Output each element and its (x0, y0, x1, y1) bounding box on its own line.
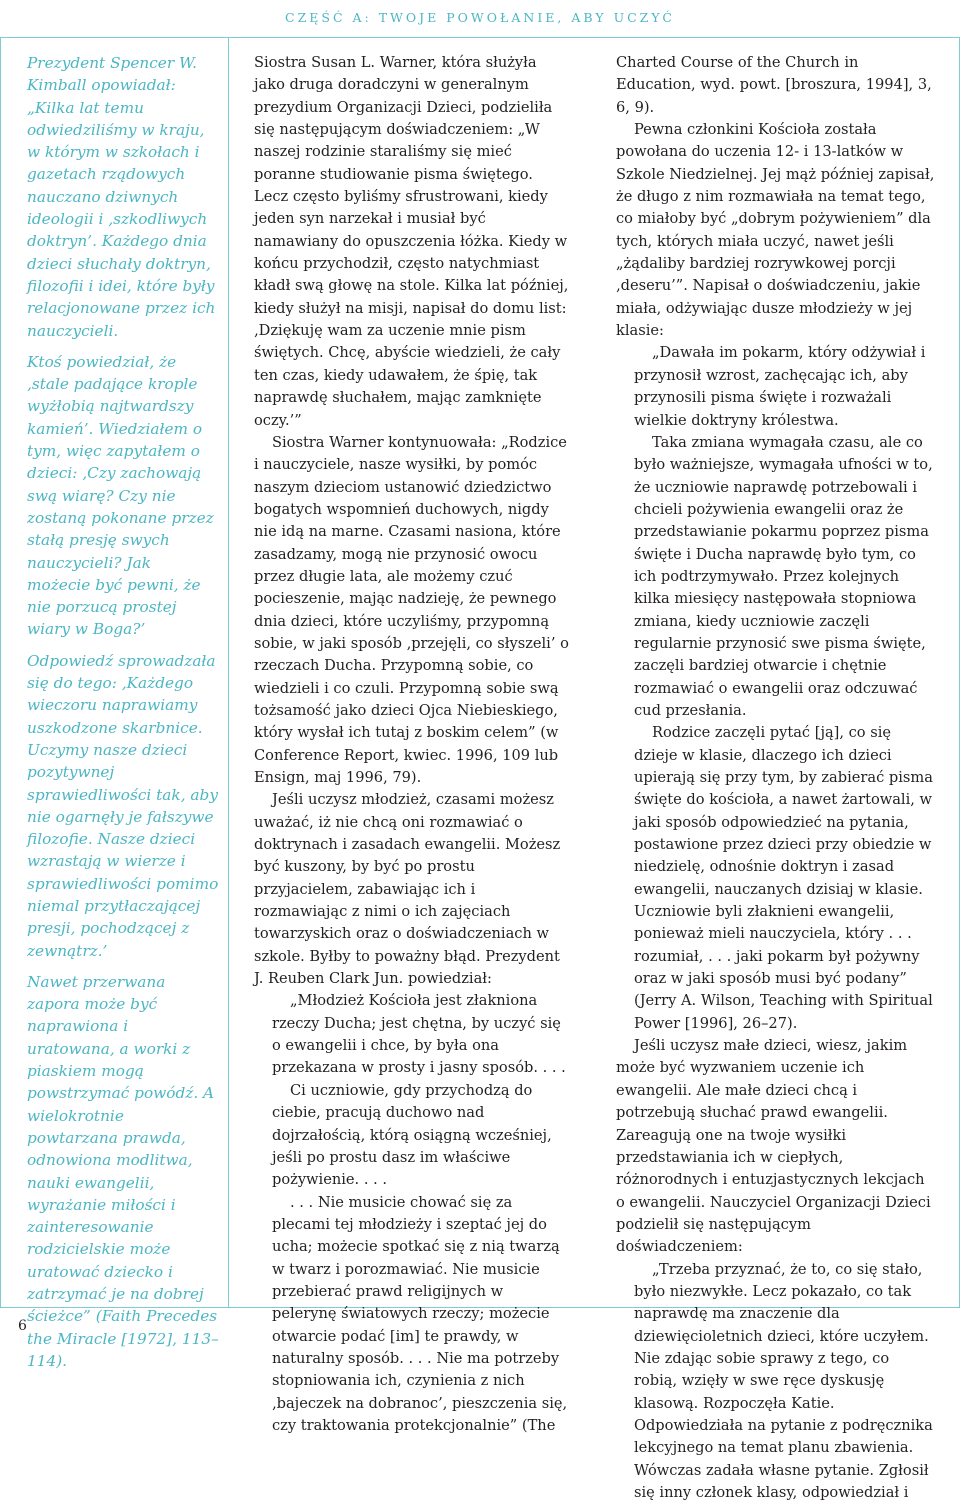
sidebar-divider (228, 37, 229, 1307)
sidebar-paragraph: Odpowiedź sprowadzała się do tego: ‚Każdego wieczoru naprawiamy uszkodzone skarbnice. Uczymy nasze dzieci pozytywnej sprawiedliwości tak, aby nie ogarnęły je fałszywe filozofie. Nasze dzieci wzrastają w wierze i sprawiedliwości pomimo niemal przytłaczającej presji, pochodzącej z zewnątrz.’ (27, 651, 219, 960)
body-column-2 (254, 52, 570, 1437)
body-paragraph: Pewna członkini Kościoła została powołana do uczenia 12- i 13-latków w Szkole Niedzielnej. Jej mąż później zapisał, że długo z nim rozmawiała na temat tego, co miałoby być „dobrym pożywieniem” dla tych, których miała uczyć, nawet jeśli „żądaliby bardziej rozrywkowej porcji ‚deseru’”. Napisał o doświadczeniu, jakie miała, odżywiając dusze młodzieży w jej klasie: (616, 121, 935, 340)
block-quote: Taka zmiana wymagała czasu, ale co było ważniejsze, wymagała ufności w to, że uczniowie naprawdę potrzebowali i chcieli pożywienia ewangelii oraz że przedstawianie pokarmu poprzez pisma święte i Ducha naprawdę było tym, co ich podtrzymywało. Przez kolejnych kilka miesięcy następowała stopniowa zmiana, kiedy uczniowie zaczęli regularnie przynosić swe pisma święte, zaczęli bardziej otwarcie i chętnie rozmawiać o ewangelii oraz odczuwać cud przesłania. (634, 433, 933, 719)
page-number: 6 (18, 1318, 27, 1334)
sidebar-paragraph: Prezydent Spencer W. Kimball opowiadał: „Kilka lat temu odwiedziliśmy w kraju, w którym w szkołach i gazetach rządowych nauczano dziwnych ideologii i ‚szkodliwych doktryn’. Każdego dnia dzieci słuchały doktryn, filozofii i idei, które były relacjonowane przez ich nauczycieli. (27, 54, 216, 340)
sidebar-paragraph: Nawet przerwana zapora może być naprawiona i uratowana, a worki z piaskiem mogą powstrzymać powódź. A wielokrotnie powtarzana prawda, odnowiona modlitwa, nauki ewangelii, wyrażanie miłości i zainteresowanie rodzicielskie może uratować dziecko i zatrzymać je na dobrej ścieżce” (Faith Precedes the Miracle [1972], 113–114). (27, 972, 219, 1370)
body-paragraph: Jeśli uczysz młodzież, czasami możesz uważać, iż nie chcą oni rozmawiać o doktrynach i zasadach ewangelii. Możesz być kuszony, by być po prostu przyjacielem, zabawiając ich i rozmawiając z nimi o ich zajęciach towarzyskich oraz o doświadczeniach w szkole. Byłby to poważny błąd. Prezydent J. Reuben Clark Jun. powiedział: (254, 791, 561, 988)
block-quote: . . . Nie musicie chować się za plecami tej młodzieży i szeptać jej do ucha; możecie spotkać się z nią twarzą w twarz i porozmawiać. Nie musicie przebierać prawd religijnych w pelerynę światowych rzeczy; możecie otwarcie podać [im] te prawdy, w naturalny sposób. . . . Nie ma potrzeby stopniowania ich, czynienia z nich ‚bajeczek na dobranoc’, pieszczenia się, czy traktowania protekcjonalnie” (The (272, 1193, 568, 1434)
body-paragraph: Siostra Susan L. Warner, która służyła jako druga doradczyni w generalnym prezydium Organizacji Dzieci, podzieliła się następującym doświadczeniem: „W naszej rodzinie staraliśmy się mieć poranne studiowanie pisma świętego. Lecz często byliśmy sfrustrowani, kiedy jeden syn narzekał i musiał być namawiany do opuszczenia łóżka. Kiedy w końcu przychodził, często natychmiast kładł swą głowę na stole. Kilka lat później, kiedy służył na misji, napisał do domu list: ‚Dziękuję wam za uczenie mnie pism świętych. Chcę, abyście wiedzieli, że cały ten czas, kiedy udawałem, że śpię, tak naprawdę słuchałem, mając zamknięte oczy.’” (254, 54, 569, 429)
body-paragraph: Siostra Warner kontynuowała: „Rodzice i nauczyciele, nasze wysiłki, by pomóc naszym dzieciom ustanowić dziedzictwo bogatych wspomnień duchowych, nigdy nie idą na marne. Czasami nasiona, które zasadzamy, mogą nie przynosić owocu przez długie lata, ale możemy czuć pocieszenie, mając nadzieję, że pewnego dnia dzieci, które uczyliśmy, przypomną sobie, w jaki sposób ‚przejęli, co słyszeli’ o rzeczach Ducha. Przypomną sobie, co wiedzieli i co czuli. Przypomną sobie swą tożsamość jako dzieci Ojca Niebieskiego, który wysłał ich tutaj z boskim celem” (w Conference Report, kwiec. 1996, 109 lub Ensign, maj 1996, 79). (254, 433, 569, 786)
block-quote: Ci uczniowie, gdy przychodzą do ciebie, pracują duchowo nad dojrzałością, którą osiągną wcześniej, jeśli po prostu dasz im właściwe pożywienie. . . . (272, 1081, 552, 1189)
block-quote: „Młodzież Kościoła jest złaknionа rzeczy Ducha; jest chętna, by uczyć się o ewangelii i chce, by była ona przekazana w prosty i jasny sposób. . . . (272, 992, 566, 1077)
block-quote: „Trzeba przyznać, że to, co się stało, było niezwykłe. Lecz pokazało, co tak naprawdę ma znaczenie dla dziewięcioletnich dzieci, które uczyłem. Nie zdając sobie sprawy z tego, co robią, wzięły w swe ręce dyskusję klasową. Rozpoczęła Katie. Odpowiedziała na pytanie z podręcznika lekcyjnego na temat planu zbawienia. Wówczas zadała własne pytanie. Zgłosił się inny członek klasy, odpowiedział i (634, 1260, 933, 1501)
left-rule (0, 37, 1, 1307)
block-quote: „Dawała im pokarm, który odżywiał i przynosił wzrost, zachęcając ich, aby przynosili pisma święte i rozważali wielkie doktryny królestwa. (634, 344, 926, 429)
sidebar-quote (27, 52, 219, 1381)
block-quote: Rodzice zaczęli pytać [ją], co się dzieje w klasie, dlaczego ich dzieci upierają się przy tym, by zabierać pisma święte do kościoła, a nawet żartowali, w jaki sposób odpowiedzieć na pytania, postawione przez dzieci przy obiedzie w niedzielę, odnośnie doktryn i zasad ewangelii, nauczanych dzisiaj w klasie. Uczniowie byli złaknieni ewangelii, ponieważ mieli nauczyciela, który . . . rozumiał, . . . jaki pokarm był pożywny oraz w jaki sposób musi być podany” (Jerry A. Wilson, Teaching with Spiritual Power [1996], 26–27). (634, 724, 933, 1032)
running-header: CZĘŚĆ A: TWOJE POWOŁANIE, ABY UCZYĆ (285, 10, 675, 25)
top-rule (0, 37, 960, 38)
body-paragraph: Charted Course of the Church in Education, wyd. powt. [broszura, 1994], 3, 6, 9). (616, 54, 932, 116)
sidebar-paragraph: Ktoś powiedział, że ‚stale padające krople wyżłobią najtwardszy kamień’. Wiedziałem o tym, więc zapytałem o dzieci: ‚Czy zachowają swą wiarę? Czy nie zostaną pokonane przez stałą presję swych nauczycieli? Jak możecie być pewni, że nie porzucą prostej wiary w Boga?’ (27, 352, 214, 639)
body-column-3 (616, 52, 936, 1504)
body-paragraph: Jeśli uczysz małe dzieci, wiesz, jakim może być wyzwaniem uczenie ich ewangelii. Ale małe dzieci chcą i potrzebują słuchać prawd ewangelii. Zareagują one na twoje wysiłki przedstawiania ich w ciepłych, różnorodnych i entuzjastycznych lekcjach o ewangelii. Nauczyciel Organizacji Dzieci podzielił się następującym doświadczeniem: (616, 1037, 931, 1256)
